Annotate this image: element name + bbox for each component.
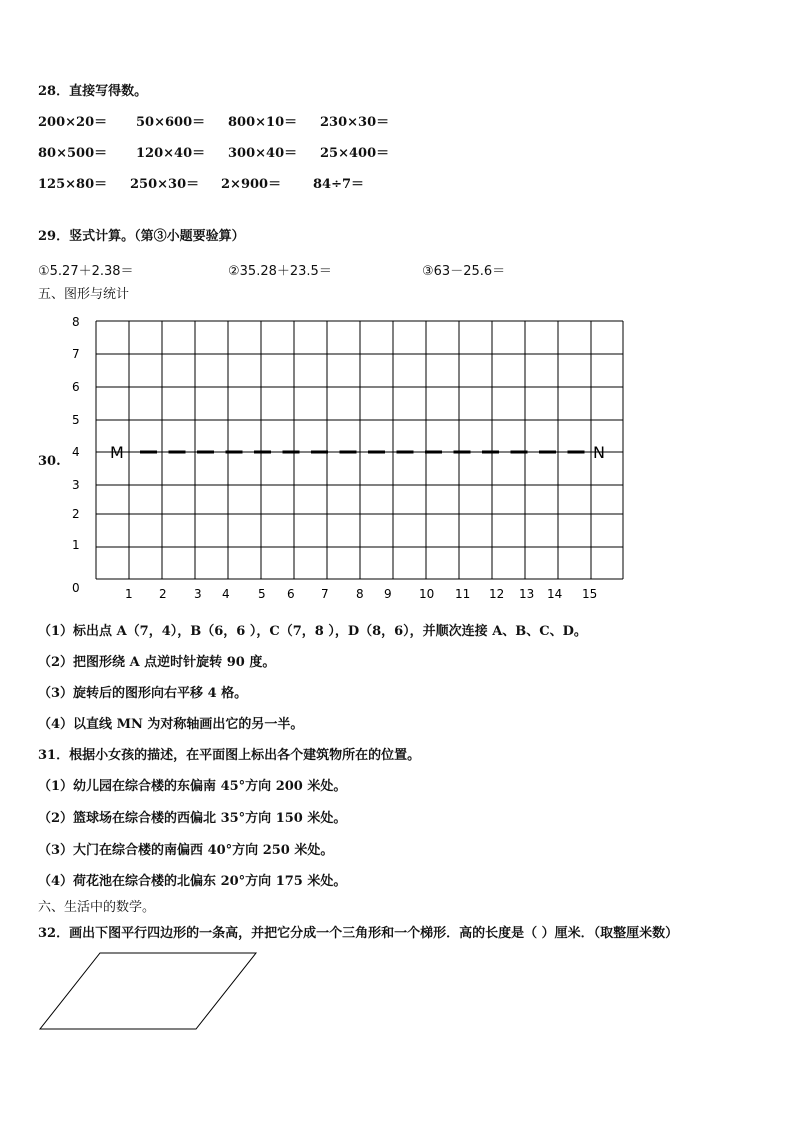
x-tick-label: 1: [125, 587, 133, 601]
x-tick-label: 4: [222, 587, 230, 601]
q30-sub-4: （4）以直线 MN 为对称轴画出它的另一半。: [38, 717, 304, 732]
y-tick-label: 3: [72, 478, 80, 492]
q28-r1c3: 800×10＝: [228, 115, 298, 130]
x-tick-label: 2: [159, 587, 167, 601]
q31-sub-3: （3）大门在综合楼的南偏西 40°方向 250 米处。: [38, 843, 334, 858]
q29-item-1: ①5.27＋2.38＝: [38, 264, 134, 279]
y-tick-label: 5: [72, 413, 80, 427]
q28-r3c3: 2×900＝: [221, 177, 282, 192]
x-tick-label: 6: [287, 587, 295, 601]
y-tick-label: 1: [72, 538, 80, 552]
x-tick-label: 14: [547, 587, 563, 601]
y-tick-label: 7: [72, 347, 80, 361]
q28-r2c2: 120×40＝: [136, 146, 206, 161]
q29-title: 29．竖式计算。（第③小题要验算）: [38, 229, 245, 244]
label-n: N: [593, 443, 605, 462]
y-tick-label: 2: [72, 507, 80, 521]
x-tick-label: 8: [356, 587, 364, 601]
q31-title: 31．根据小女孩的描述，在平面图上标出各个建筑物所在的位置。: [38, 748, 421, 763]
x-tick-label: 12: [489, 587, 505, 601]
y-tick-label: 6: [72, 380, 80, 394]
q32-title: 32．画出下图平行四边形的一条高，并把它分成一个三角形和一个梯形．高的长度是（ ）厘米．（取整厘米数）: [38, 926, 679, 941]
x-tick-label: 15: [582, 587, 598, 601]
q28-r2c1: 80×500＝: [38, 146, 108, 161]
x-tick-label: 3: [194, 587, 202, 601]
parallelogram: [40, 953, 256, 1029]
q28-r3c1: 125×80＝: [38, 177, 108, 192]
q28-r2c3: 300×40＝: [228, 146, 298, 161]
x-tick-label: 13: [519, 587, 535, 601]
q31-sub-2: （2）篮球场在综合楼的西偏北 35°方向 150 米处。: [38, 811, 347, 826]
x-tick-label: 7: [321, 587, 329, 601]
y-tick-label: 0: [72, 581, 80, 595]
grid-lines: [96, 321, 623, 579]
q30-number: 30.: [38, 454, 61, 469]
y-tick-label: 4: [72, 445, 80, 459]
parallelogram-figure: [0, 940, 300, 1040]
section-5-heading: 五、图形与统计: [38, 287, 130, 302]
q28-r1c4: 230×30＝: [320, 115, 390, 130]
x-tick-label: 9: [384, 587, 392, 601]
q28-r3c2: 250×30＝: [130, 177, 200, 192]
x-tick-label: 5: [258, 587, 266, 601]
q28-r2c4: 25×400＝: [320, 146, 390, 161]
y-axis-labels: [72, 315, 80, 595]
q28-r3c4: 84÷7＝: [313, 177, 365, 192]
x-axis-labels: [125, 587, 597, 601]
q28-title: 28．直接写得数。: [38, 84, 148, 99]
x-tick-label: 10: [419, 587, 435, 601]
q29-item-3: ③63－25.6＝: [422, 264, 506, 279]
q28-r1c1: 200×20＝: [38, 115, 108, 130]
q30-sub-3: （3）旋转后的图形向右平移 4 格。: [38, 686, 248, 701]
y-tick-label: 8: [72, 315, 80, 329]
q31-sub-4: （4）荷花池在综合楼的北偏东 20°方向 175 米处。: [38, 874, 347, 889]
label-m: M: [110, 443, 124, 462]
q30-sub-1: （1）标出点 A（7，4），B（6，6 ），C（7，8 ），D（8，6），并顺次连接 A、B、C、D。: [38, 624, 587, 639]
q30-sub-2: （2）把图形绕 A 点逆时针旋转 90 度。: [38, 655, 276, 670]
q29-item-2: ②35.28＋23.5＝: [228, 264, 332, 279]
x-tick-label: 11: [455, 587, 471, 601]
q28-r1c2: 50×600＝: [136, 115, 206, 130]
section-6-heading: 六、生活中的数学。: [38, 900, 156, 915]
q31-sub-1: （1）幼儿园在综合楼的东偏南 45°方向 200 米处。: [38, 779, 347, 794]
